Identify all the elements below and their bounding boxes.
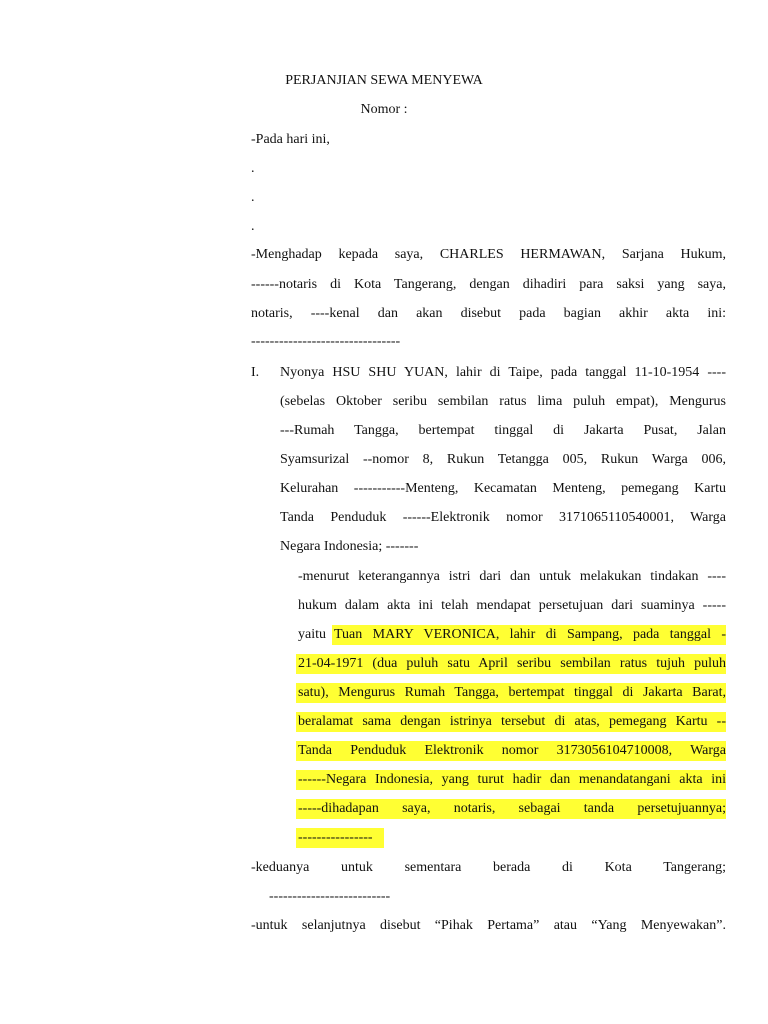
party-one-line: Negara Indonesia; ------- <box>280 539 419 554</box>
dot-line: . <box>251 161 255 176</box>
highlighted-line: 21-04-1971 (dua puluh satu April seribu sembilan ratus tujuh puluh <box>298 656 726 671</box>
highlighted-line: Tanda Penduduk Elektronik nomor 3173056104710008, Warga <box>298 743 726 758</box>
party-one-line: ---Rumah Tangga, bertempat tinggal di Jakarta Pusat, Jalan <box>280 423 726 438</box>
appearance-dashes: -------------------------------- <box>251 334 401 349</box>
document-title: PERJANJIAN SEWA MENYEWA <box>285 73 483 88</box>
further-referred-line: -untuk selanjutnya disebut “Pihak Pertama” atau “Yang Menyewakan”. <box>251 918 726 933</box>
party-one-line: Nyonya HSU SHU YUAN, lahir di Taipe, pada tanggal 11-10-1954 ---- <box>280 365 726 380</box>
appearance-line: notaris, ----kenal dan akan disebut pada bagian akhir akta ini: <box>251 306 726 321</box>
highlighted-line: Tuan MARY VERONICA, lahir di Sampang, pada tanggal - <box>334 627 726 642</box>
highlighted-line: ------Negara Indonesia, yang turut hadir dan menandatangani akta ini <box>298 772 726 787</box>
document-number-label: Nomor : <box>360 102 408 117</box>
party-one-line: Kelurahan -----------Menteng, Kecamatan Menteng, pemegang Kartu <box>280 481 726 496</box>
party-one-line: Syamsurizal --nomor 8, Rukun Tetangga 005, Rukun Warga 006, <box>280 452 726 467</box>
both-parties-line: -keduanya untuk sementara berada di Kota Tangerang; <box>251 860 726 875</box>
party-one-line: (sebelas Oktober seribu sembilan ratus lima puluh empat), Mengurus <box>280 394 726 409</box>
party-one-line: Tanda Penduduk ------Elektronik nomor 3171065110540001, Warga <box>280 510 726 525</box>
both-parties-dashes: -------------------------- <box>269 889 391 904</box>
appearance-line: ------notaris di Kota Tangerang, dengan dihadiri para saksi yang saya, <box>251 277 726 292</box>
opening-line: -Pada hari ini, <box>251 132 330 147</box>
consent-line: hukum dalam akta ini telah mendapat persetujuan dari suaminya ----- <box>298 598 726 613</box>
consent-yaitu: yaitu <box>298 627 326 642</box>
highlighted-line: -----dihadapan saya, notaris, sebagai tanda persetujuannya; <box>298 801 726 816</box>
dot-line: . <box>251 190 255 205</box>
consent-line: -menurut keterangannya istri dari dan untuk melakukan tindakan ---- <box>298 569 726 584</box>
highlighted-line: beralamat sama dengan istrinya tersebut di atas, pemegang Kartu -- <box>298 714 726 729</box>
appearance-line: -Menghadap kepada saya, CHARLES HERMAWAN, Sarjana Hukum, <box>251 247 726 262</box>
party-marker: I. <box>251 365 260 380</box>
highlighted-line: satu), Mengurus Rumah Tangga, bertempat tinggal di Jakarta Barat, <box>298 685 726 700</box>
dot-line: . <box>251 219 255 234</box>
highlighted-dashes: ---------------- <box>298 830 373 845</box>
